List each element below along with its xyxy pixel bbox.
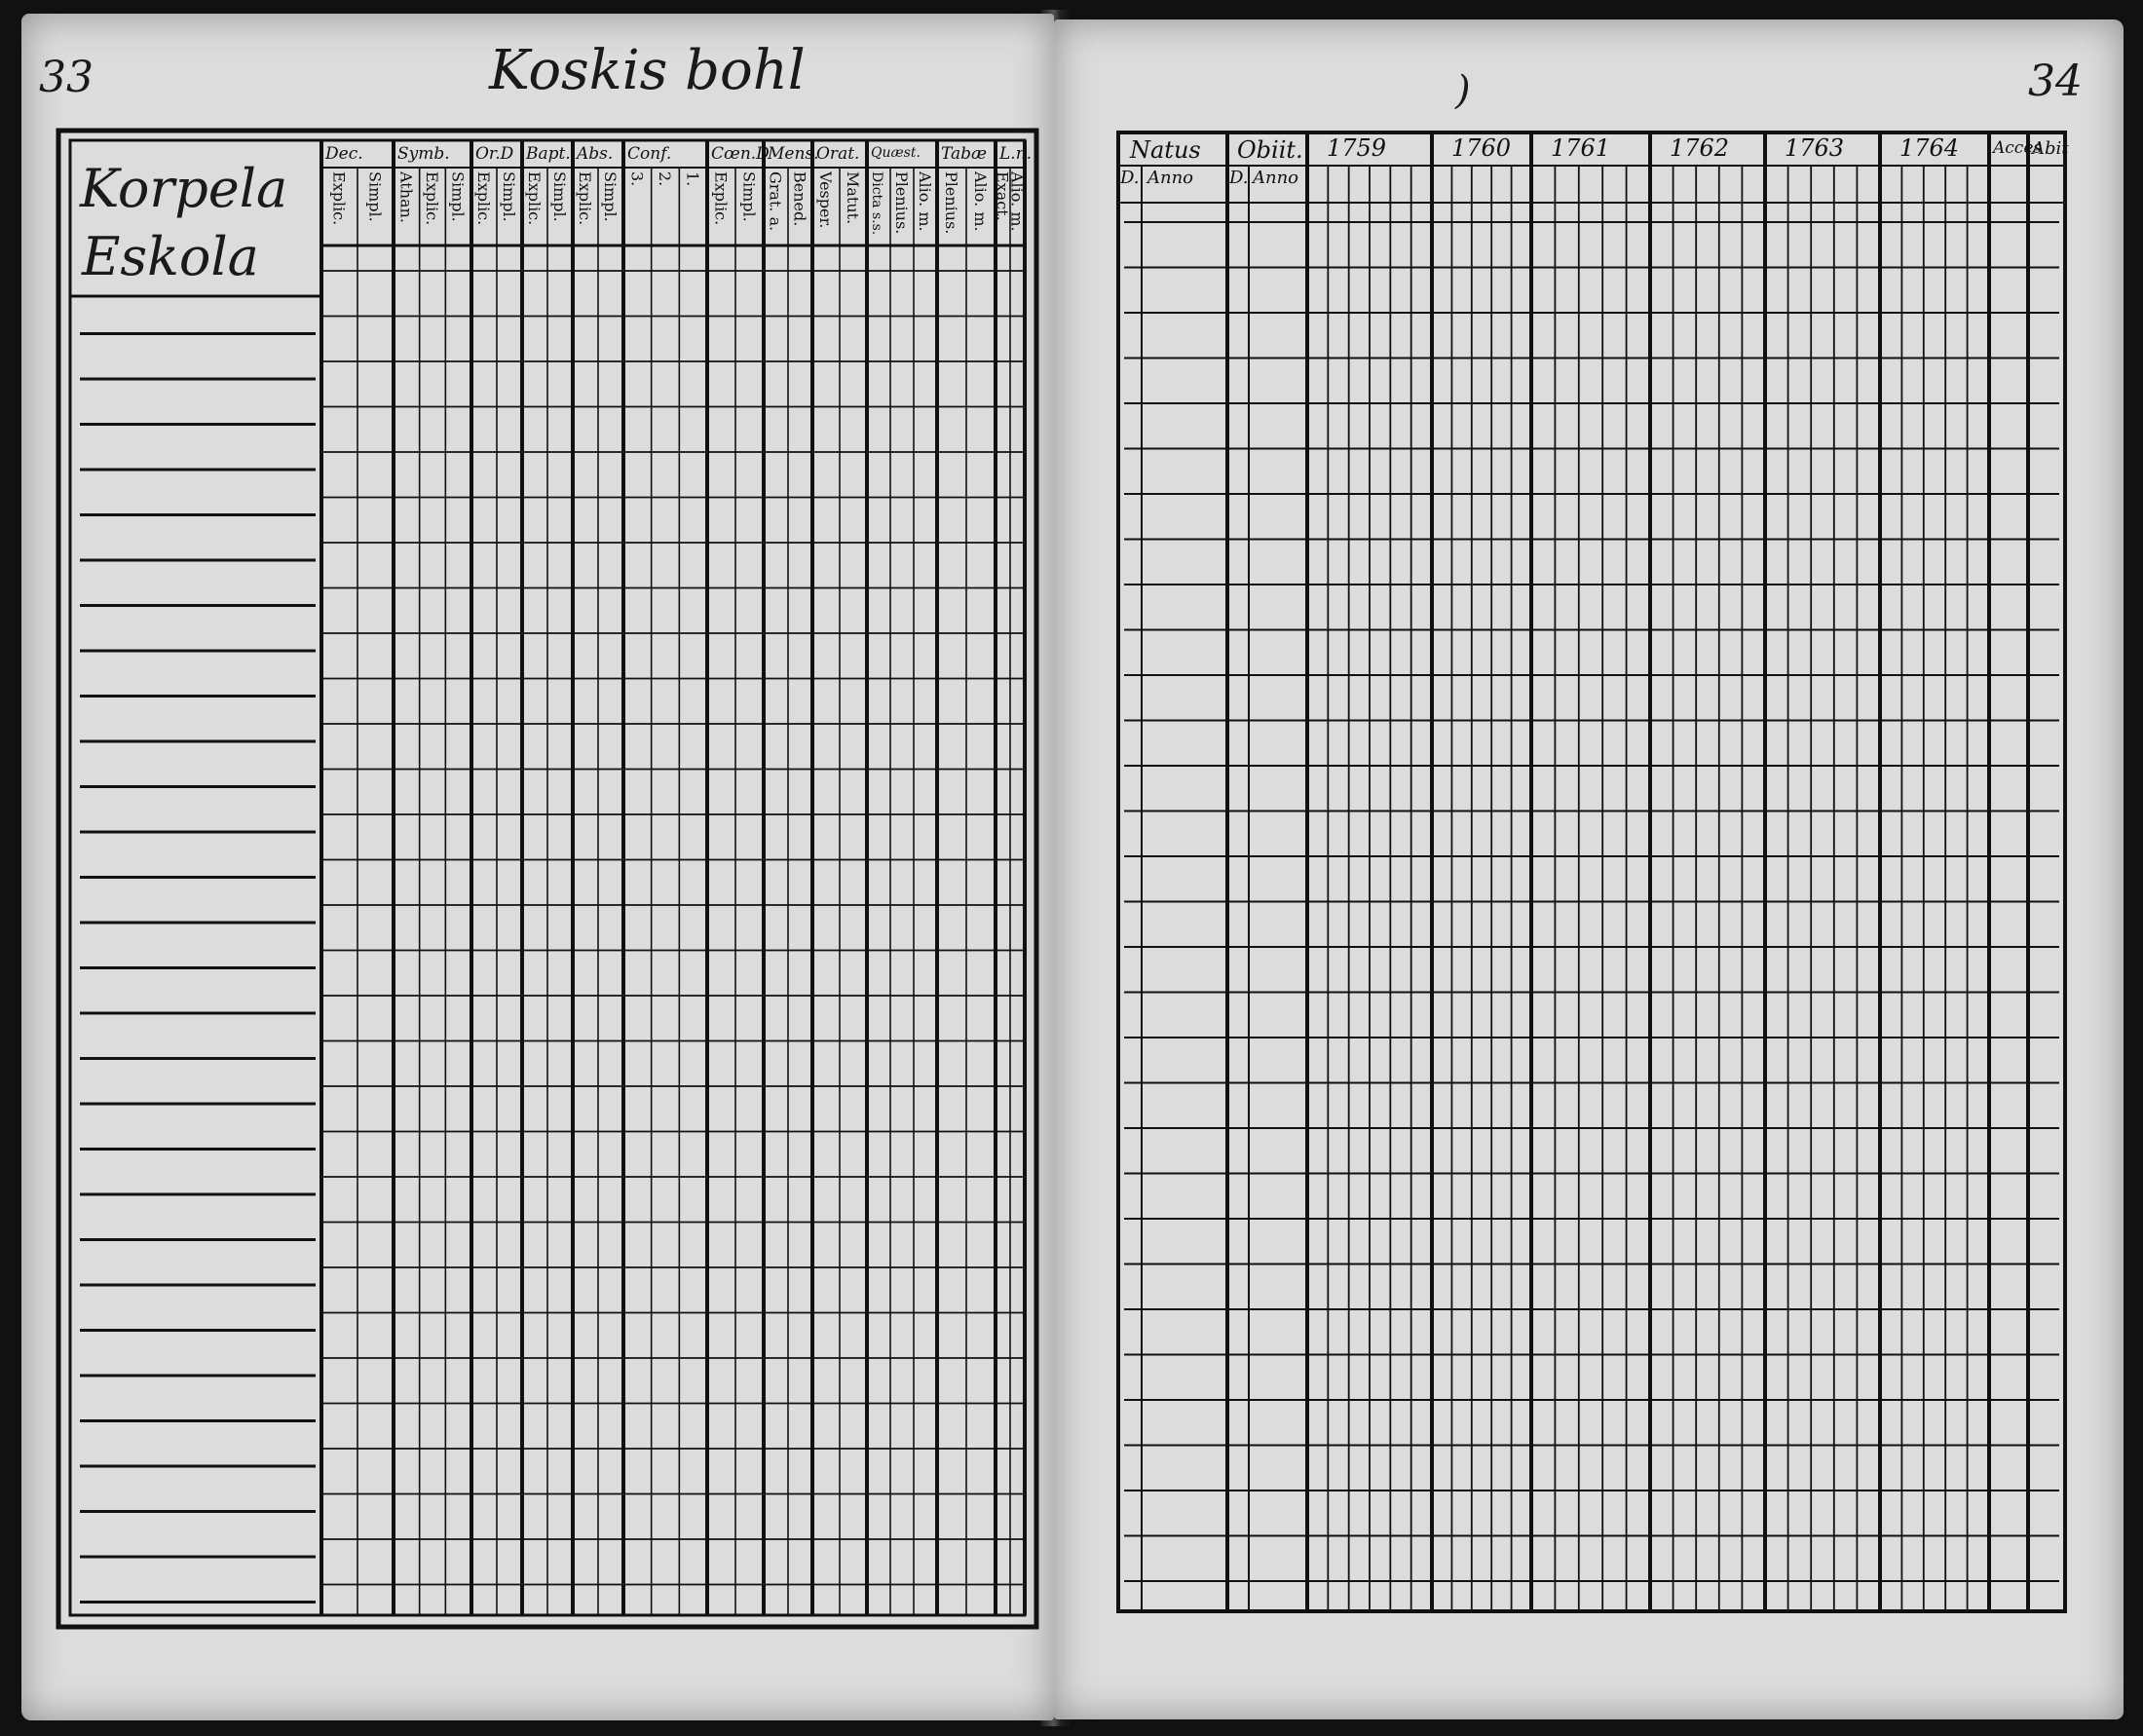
- village-name-eskola: Eskola: [82, 226, 259, 287]
- margin-mark: ): [1455, 68, 1471, 113]
- obiit-year: Anno: [1253, 168, 1299, 188]
- obiit-day: D.: [1229, 168, 1249, 188]
- abiit-header: Abit: [2032, 138, 2069, 159]
- column-header-2: Or.D: [475, 144, 514, 164]
- column-subheader: Explic.: [474, 171, 493, 226]
- column-subheader: 3.: [627, 171, 647, 187]
- column-subheader: Simpl.: [365, 171, 385, 222]
- column-header-7: Mens.: [768, 144, 819, 164]
- column-subheader: Explic.: [423, 171, 441, 226]
- column-subheader: Athan.: [396, 171, 416, 223]
- left-page: [21, 14, 1054, 1720]
- column-subheader: Simpl.: [601, 171, 620, 222]
- year-header-1764: 1764: [1899, 134, 1960, 162]
- right-register-table: [1054, 19, 2124, 1719]
- column-subheader: Plenius.: [942, 171, 960, 235]
- column-header-1: Symb.: [397, 144, 450, 164]
- column-header-4: Abs.: [577, 144, 614, 164]
- column-subheader: Alio. m.: [1007, 171, 1027, 232]
- column-subheader: Plenius.: [892, 171, 911, 235]
- column-header-10: Tabæ: [941, 144, 988, 164]
- column-subheader: Alio. m.: [971, 171, 990, 232]
- right-page: [1054, 19, 2124, 1719]
- year-header-1762: 1762: [1670, 134, 1730, 162]
- column-subheader: Bened.: [790, 171, 809, 227]
- column-subheader: Simpl.: [500, 171, 518, 222]
- column-header-5: Conf.: [627, 144, 672, 164]
- column-subheader: Alio. m.: [916, 171, 934, 232]
- column-header-11: L.n.: [999, 144, 1033, 164]
- column-subheader: Matut.: [844, 171, 862, 225]
- column-subheader: Exact.: [993, 171, 1012, 221]
- column-subheader: Explic.: [576, 171, 594, 226]
- natus-header: Natus: [1130, 136, 1201, 164]
- column-header-9: Quæst.: [871, 145, 921, 161]
- column-subheader: Simpl.: [550, 171, 569, 222]
- column-subheader: 1.: [683, 171, 702, 187]
- column-subheader: Simpl.: [448, 171, 468, 222]
- column-subheader: Explic.: [711, 171, 731, 226]
- year-header-1763: 1763: [1785, 134, 1845, 162]
- obiit-header: Obiit.: [1237, 136, 1303, 164]
- accessit-header: Acces: [1993, 138, 2043, 158]
- column-subheader: Explic.: [525, 171, 544, 226]
- year-header-1761: 1761: [1551, 134, 1611, 162]
- natus-year: Anno: [1147, 168, 1194, 188]
- column-subheader: Explic.: [329, 171, 349, 226]
- column-subheader: Dicta s.s.: [869, 171, 884, 236]
- column-header-0: Dec.: [325, 144, 363, 164]
- parish-title: Koskis bohl: [489, 39, 806, 102]
- natus-day: D.: [1120, 168, 1140, 188]
- year-header-1759: 1759: [1327, 134, 1387, 162]
- column-subheader: Simpl.: [739, 171, 759, 222]
- column-subheader: 2.: [656, 171, 674, 187]
- column-header-8: Orat.: [816, 144, 860, 164]
- page-number-right: 34: [2028, 57, 2083, 106]
- village-name-korpela: Korpela: [80, 158, 288, 219]
- column-header-3: Bapt.: [526, 144, 571, 164]
- page-number-left: 33: [39, 53, 94, 102]
- year-header-1760: 1760: [1451, 134, 1512, 162]
- column-subheader: Grat. a.: [766, 171, 785, 232]
- column-header-6: Cœn.D: [711, 144, 770, 164]
- column-subheader: Vesper.: [816, 171, 835, 229]
